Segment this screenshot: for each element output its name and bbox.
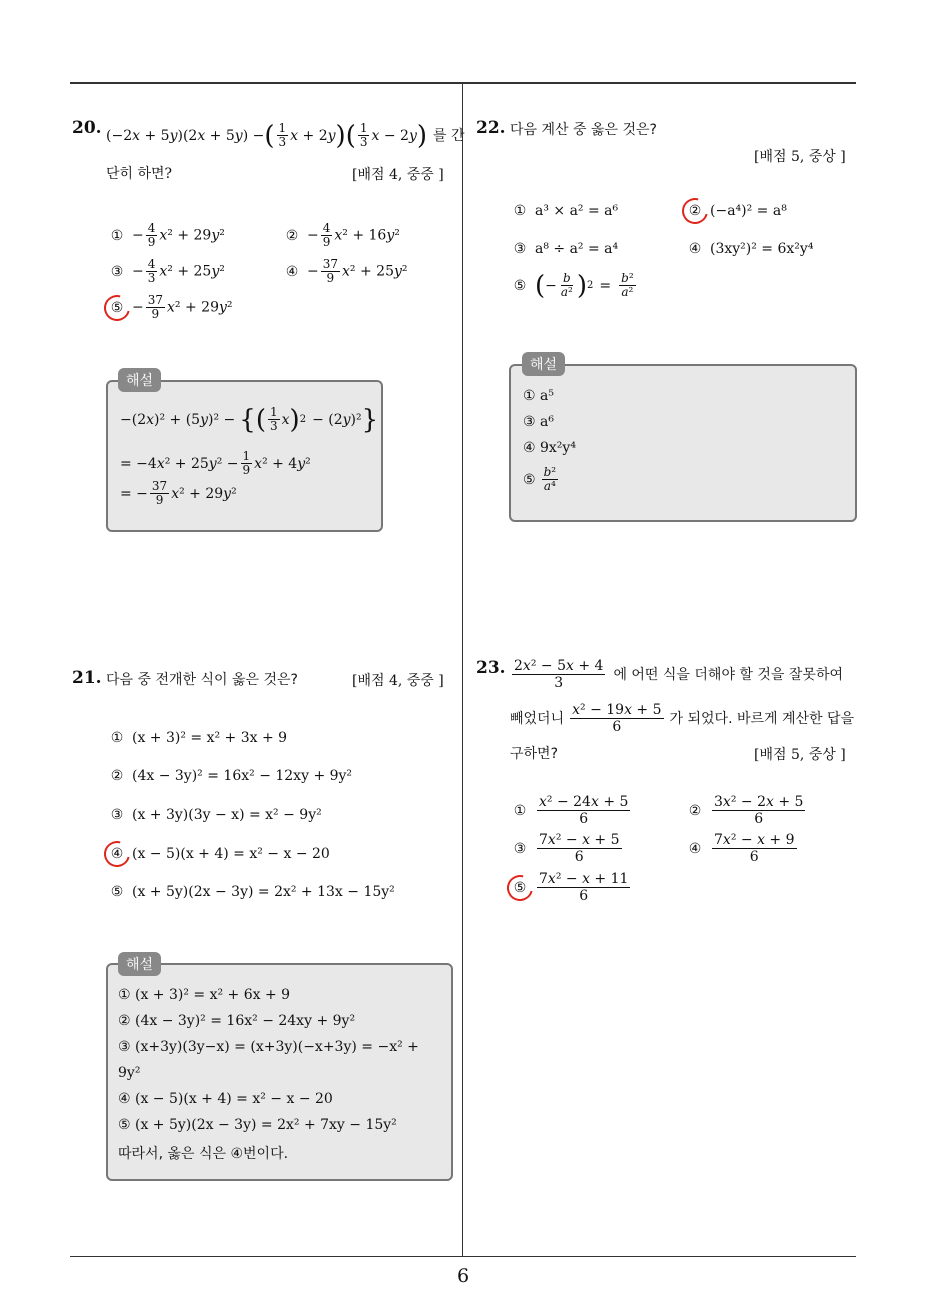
question-text: $\frac{\text{2x² − 5x + 4}}{3}$ 에 어떤 식을 더해야 할 것을 잘못하여: [514, 658, 843, 691]
correct-answer-mark: ②: [688, 203, 702, 219]
solution-box: [509, 364, 857, 522]
question-text: 다음 중 전개한 식이 옳은 것은?: [106, 672, 298, 688]
question-number: 21.: [72, 668, 102, 688]
page-number: 6: [456, 1265, 470, 1287]
option-2[interactable]: ② (−a⁴)² = a⁸: [688, 203, 787, 219]
option-3[interactable]: ③ $\frac{\text{7x² − x + 5}}{6}$: [513, 832, 620, 865]
option-1[interactable]: ① − $\frac{4}{9}$ x² + 29y²: [110, 221, 225, 249]
solution-label: 해설: [522, 352, 565, 376]
option-4[interactable]: ④ − $\frac{37}{9}$ x² + 25y²: [285, 257, 408, 285]
correct-answer-mark: ⑤: [513, 879, 527, 896]
solution-line: ① a⁵: [523, 388, 554, 404]
question-text-line3: 구하면?: [510, 746, 559, 762]
option-1[interactable]: ① a³ × a² = a⁶: [513, 203, 619, 219]
option-2[interactable]: ② − $\frac{4}{9}$ x² + 16y²: [285, 221, 400, 249]
solution-line: 9y²: [118, 1065, 141, 1081]
solution-line: ① (x + 3)² = x² + 6x + 9: [118, 987, 291, 1003]
option-4[interactable]: ④ (3xy²)² = 6x²y⁴: [688, 241, 814, 257]
option-1[interactable]: ① $\frac{\text{x² − 24x + 5}}{6}$: [513, 794, 629, 827]
option-2[interactable]: ② (4x − 3y)² = 16x² − 12xy + 9y²: [110, 768, 353, 784]
option-1[interactable]: ① (x + 3)² = x² + 3x + 9: [110, 730, 288, 746]
question-number: 20.: [72, 118, 102, 138]
question-text: 다음 계산 중 옳은 것은?: [510, 122, 657, 138]
solution-line: ③ (x+3y)(3y−x) = (x+3y)(−x+3y) = −x² +: [118, 1039, 419, 1055]
correct-answer-mark: ⑤: [110, 299, 124, 316]
question-text-line2: 빼었더니 $\frac{\text{x² − 19x + 5}}{6}$ 가 되었다. 바르게 계산한 답을: [510, 702, 855, 735]
bottom-rule: [70, 1256, 856, 1257]
top-rule: [70, 82, 856, 84]
solution-line: ⑤ $\frac{\text{b²}}{\text{a⁴}}$: [523, 465, 557, 493]
option-5[interactable]: ⑤ $\frac{\text{7x² − x + 11}}{6}$: [513, 871, 629, 904]
option-3[interactable]: ③ − $\frac{4}{3}$ x² + 25y²: [110, 257, 225, 285]
question-number: 22.: [476, 118, 506, 138]
solution-label: 해설: [118, 952, 161, 976]
question-text-line2: 단히 하면?: [106, 166, 173, 182]
solution-line: 따라서, 옳은 식은 ④번이다.: [118, 1146, 289, 1162]
correct-answer-mark: ④: [110, 846, 124, 862]
option-5[interactable]: ⑤ − $\frac{37}{9}$ x² + 29y²: [110, 293, 233, 321]
score-label: [배점 5, 중상 ]: [754, 747, 846, 763]
option-2[interactable]: ② $\frac{\text{3x² − 2x + 5}}{6}$: [688, 794, 804, 827]
score-label: [배점 4, 중중 ]: [352, 167, 444, 183]
solution-line: ④ 9x²y⁴: [523, 440, 576, 456]
option-4[interactable]: ④ $\frac{\text{7x² − x + 9}}{6}$: [688, 832, 795, 865]
option-3[interactable]: ③ a⁸ ÷ a² = a⁴: [513, 241, 619, 257]
question-number: 23.: [476, 658, 506, 678]
solution-line: = − $\frac{37}{9}$ x² + 29y²: [120, 479, 237, 507]
solution-line: ③ a⁶: [523, 414, 554, 430]
score-label: [배점 4, 중중 ]: [352, 673, 444, 689]
solution-box: [106, 380, 383, 532]
solution-line: −(2x)² + (5y)² − { ( $\frac{1}{3}$ x ) 2 − (2y)² }: [120, 404, 379, 435]
solution-line: ④ (x − 5)(x + 4) = x² − x − 20: [118, 1091, 333, 1107]
option-5[interactable]: ⑤ (x + 5y)(2x − 3y) = 2x² + 13x − 15y²: [110, 884, 395, 900]
solution-line: = −4x² + 25y² − $\frac{1}{9}$ x² + 4y²: [120, 449, 311, 477]
solution-label: 해설: [118, 368, 161, 392]
solution-box: [106, 963, 453, 1181]
solution-line: ⑤ (x + 5y)(2x − 3y) = 2x² + 7xy − 15y²: [118, 1117, 397, 1133]
solution-line: ② (4x − 3y)² = 16x² − 24xy + 9y²: [118, 1013, 356, 1029]
option-4[interactable]: ④ (x − 5)(x + 4) = x² − x − 20: [110, 846, 330, 862]
question-text: (−2x + 5y)(2x + 5y) − ( $\frac{1}{3}$ x + 2y ) ( $\frac{1}{3}$ x − 2y ) 를 간: [106, 120, 465, 151]
option-5[interactable]: ⑤ ( − $\frac{b}{\text{a²}}$ ) 2 = $\frac{\text{b²}}{\text{a²}}$: [513, 270, 634, 301]
option-3[interactable]: ③ (x + 3y)(3y − x) = x² − 9y²: [110, 807, 322, 823]
column-divider: [462, 83, 463, 1257]
score-label: [배점 5, 중상 ]: [754, 149, 846, 165]
